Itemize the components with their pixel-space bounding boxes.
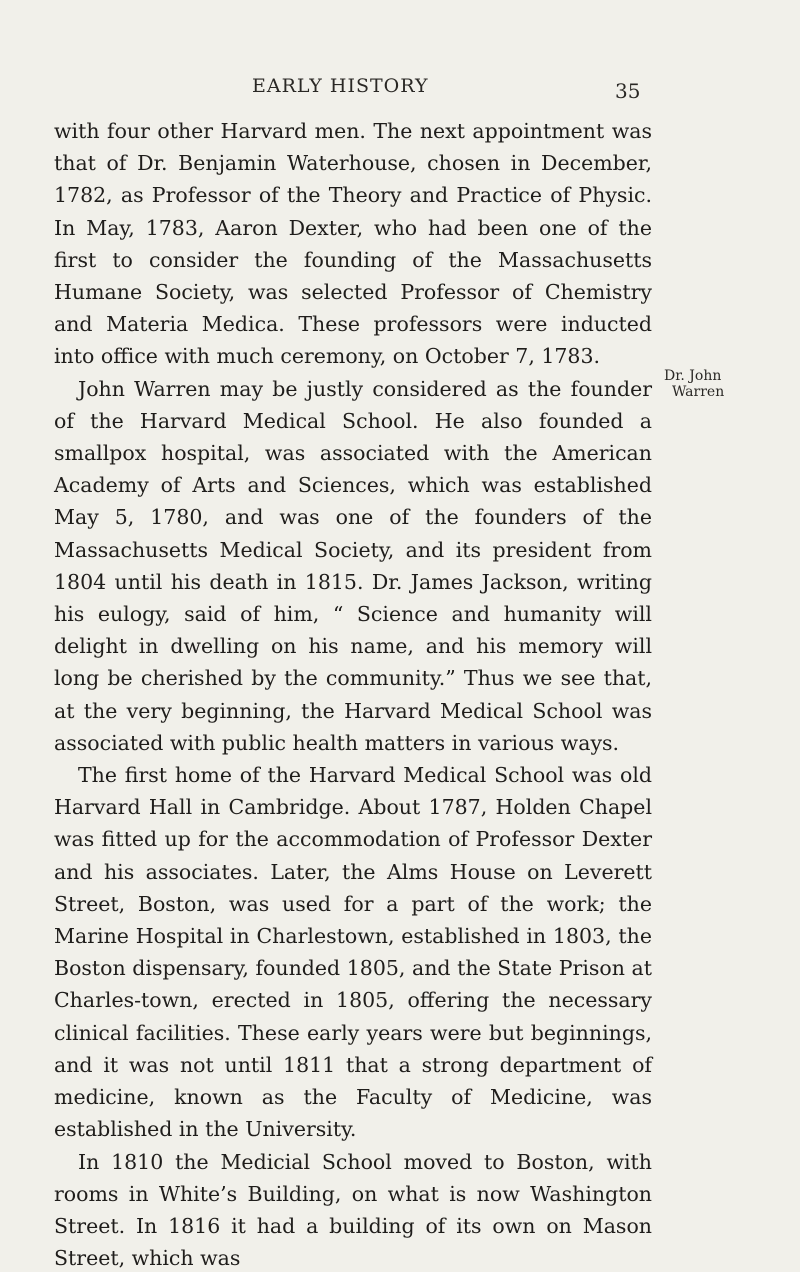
paragraph-2: John Warren may be justly considered as the founder of the Harvard Medical School. He also founded a smallpox hospital, was associated with the American Academy of Arts and Sciences, which was established May 5, 1780, and was one of the founders of the Massachusetts Medical Society, and its president from 1804 until his death in 1815. Dr. James Jackson, writing his eulogy, said of him, “ Science and humanity will delight in dwelling on his name, and his memory will long be cherished by the community.” Thus we see that, at the very beginning, the Harvard Medical School was associated with public health matters in various ways. [54,376,652,755]
paragraph-1: with four other Harvard men. The next appointment was that of Dr. Benjamin Waterhouse, chosen in December, 1782, as Professor of the Theory and Practice of Physic. In May, 1783, Aaron Dexter, who had been one of the first to consider the founding of the Massachusetts Humane Society, was selected Professor of Chemistry and Materia Medica. These professors were inducted into office with much ceremony, on October 7, 1783. [54,119,652,369]
margin-note [664,368,794,400]
margin-note-line-1: Dr. John [664,368,722,384]
page-number: 35 [615,79,641,103]
paragraph-4: In 1810 the Medicial School moved to Boston, with rooms in White’s Building, on what is now Washington Street. In 1816 it had a building of its own on Mason Street, which was [54,1149,652,1271]
paragraph-3: The first home of the Harvard Medical School was old Harvard Hall in Cambridge. About 1787, Holden Chapel was fitted up for the accommodation of Professor Dexter and his associates. Later, the Alms House on Leverett Street, Boston, was used for a part of the work; the Marine Hospital in Charlestown, established in 1803, the Boston dispensary, founded 1805, and the State Prison at Charles-town, erected in 1805, offering the necessary clinical facilities. These early years were but beginnings, and it was not until 1811 that a strong department of medicine, known as the Faculty of Medicine, was established in the University. [54,763,652,1142]
body-text [54,115,652,1272]
running-head: EARLY HISTORY [252,75,429,97]
margin-note-line-2: Warren [672,384,725,400]
